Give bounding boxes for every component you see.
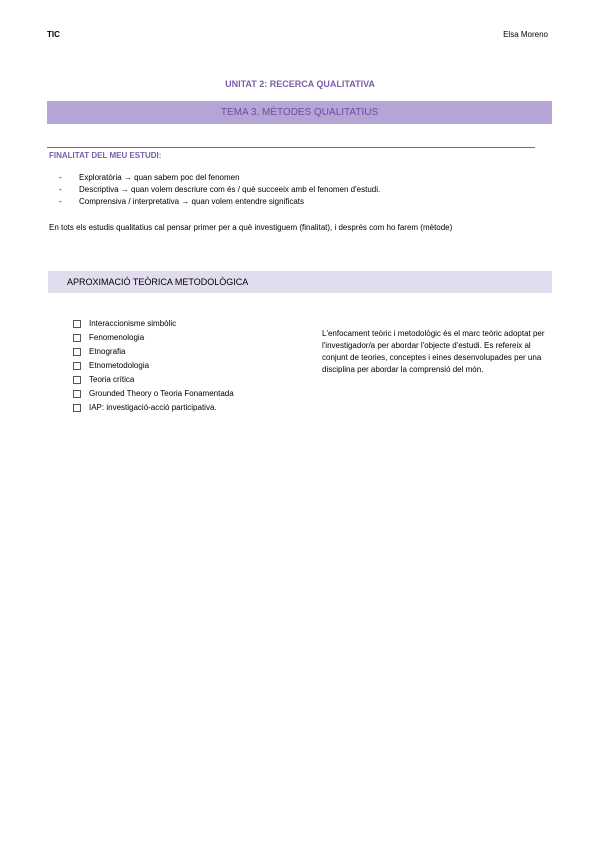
summary-text: En tots els estudis qualitatius cal pensar primer per a què investiguem (finalitat), i després com ho farem (mètode) (49, 223, 453, 232)
checkbox[interactable] (73, 390, 81, 398)
separator-line (47, 147, 535, 148)
method-item (73, 331, 234, 345)
header-subject: TIC (47, 30, 60, 39)
checkbox[interactable] (73, 334, 81, 342)
list-item: - Comprensiva / interpretativa → quan volem entendre significats (59, 197, 304, 206)
checkbox[interactable] (73, 404, 81, 412)
unit-title: UNITAT 2: RECERCA QUALITATIVA (225, 79, 375, 89)
purpose-item-label: Exploratòria → quan sabem poc del fenomen (79, 173, 240, 182)
method-item (73, 373, 234, 387)
approach-banner: APROXIMACIÓ TEÒRICA METODOLÒGICA (48, 271, 552, 293)
definition-text: L'enfocament teòric i metodològic és el marc teòric adoptat per l'investigador/a per abordar l'objecte d'estudi. Es refereix al conjunt de teories, conceptes i eines desenvolupades per una disciplina per abordar la comprensió del món. (322, 329, 545, 374)
checkbox[interactable] (73, 376, 81, 384)
method-item (73, 359, 234, 373)
finalitat-label: FINALITAT DEL MEU ESTUDI: (49, 151, 162, 160)
method-label: Fenomenologia (89, 333, 145, 342)
checkbox[interactable] (73, 348, 81, 356)
method-item (73, 345, 234, 359)
method-item (73, 317, 234, 331)
purpose-list (59, 172, 380, 208)
method-label: Interaccionisme simbòlic (89, 319, 177, 328)
method-label: IAP: investigació-acció participativa. (89, 403, 217, 412)
purpose-item-label: Comprensiva / interpretativa → quan volem entendre significats (79, 197, 304, 206)
list-item: - Exploratòria → quan sabem poc del fenomen (59, 173, 240, 182)
method-label: Etnografia (89, 347, 126, 356)
method-label: Grounded Theory o Teoria Fonamentada (89, 389, 234, 398)
header-author: Elsa Moreno (503, 30, 548, 39)
method-label: Teoria crítica (89, 375, 135, 384)
checkbox[interactable] (73, 362, 81, 370)
topic-banner: TEMA 3. MÈTODES QUALITATIUS (47, 101, 552, 124)
checkbox[interactable] (73, 320, 81, 328)
method-label: Etnometodologia (89, 361, 150, 370)
methods-checklist (73, 317, 234, 415)
method-item (73, 387, 234, 401)
method-item (73, 401, 234, 415)
list-item: - Descriptiva → quan volem descriure com és / què succeeix amb el fenomen d'estudi. (59, 185, 381, 194)
purpose-item-label: Descriptiva → quan volem descriure com és / què succeeix amb el fenomen d'estudi. (79, 185, 381, 194)
